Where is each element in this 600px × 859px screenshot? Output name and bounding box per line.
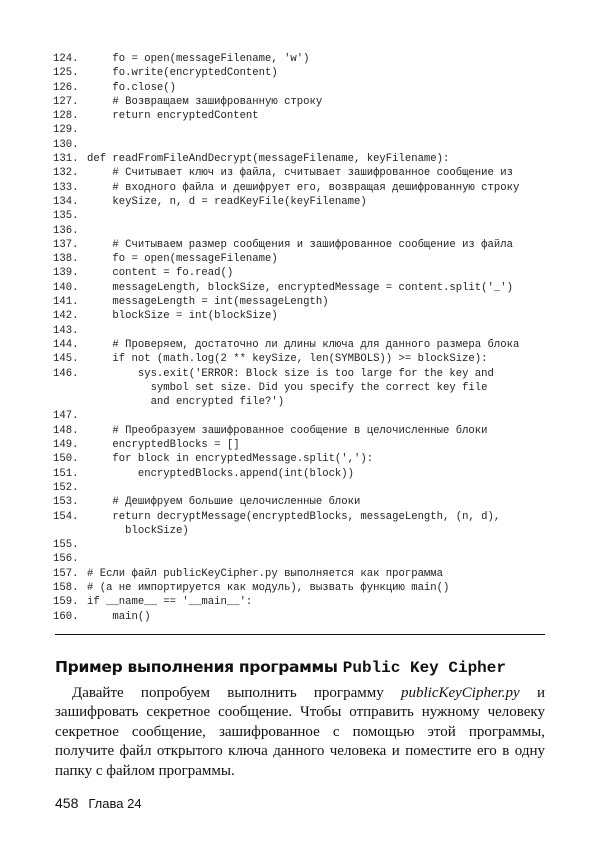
line-source: # Проверяем, достаточно ли длины ключа для данного размера блока [87, 338, 520, 351]
code-line [53, 224, 553, 238]
line-number: 130. [53, 138, 79, 151]
line-source [87, 552, 553, 566]
line-number: 148. [53, 424, 79, 437]
line-source: fo.close() [87, 81, 177, 94]
line-number: 134. [53, 195, 79, 208]
line-number [53, 524, 87, 538]
line-source [87, 538, 553, 552]
code-line [53, 395, 553, 409]
line-number: 129. [53, 124, 79, 137]
line-source: messageLength = int(messageLength) [87, 296, 329, 309]
line-number: 152. [53, 481, 79, 494]
line-source: # Возвращаем зашифрованную строку [87, 95, 323, 108]
code-line [53, 481, 553, 495]
line-source: sys.exit('ERROR: Block size is too large for the key and [87, 367, 494, 380]
code-line [53, 452, 553, 466]
code-line [53, 367, 553, 381]
line-number: 125. [53, 67, 79, 80]
line-number: 127. [53, 95, 79, 108]
line-source: keySize, n, d = readKeyFile(keyFilename) [87, 195, 367, 208]
line-number: 147. [53, 410, 79, 423]
line-source: blockSize) [87, 524, 189, 537]
code-line [53, 181, 553, 195]
section-heading-text: Пример выполнения программы [55, 658, 343, 676]
code-line [53, 252, 553, 266]
line-number: 155. [53, 539, 79, 552]
listing-end-rule [55, 634, 545, 635]
code-line [53, 610, 553, 624]
line-source: # Дешифруем большие целочисленные блоки [87, 496, 361, 509]
line-number: 124. [53, 53, 79, 65]
code-line [53, 581, 553, 595]
section-heading-code: Public Key Cipher [342, 659, 506, 677]
line-source: content = fo.read() [87, 267, 234, 280]
code-line [53, 352, 553, 366]
line-source: encryptedBlocks.append(int(block)) [87, 467, 355, 480]
line-source [87, 224, 553, 238]
line-number: 126. [53, 81, 79, 94]
line-source: encryptedBlocks = [] [87, 439, 240, 452]
code-line [53, 123, 553, 137]
line-number: 145. [53, 353, 79, 366]
line-source: if __name__ == '__main__': [87, 596, 253, 609]
line-number: 139. [53, 267, 79, 280]
code-line [53, 495, 553, 509]
line-source: return encryptedContent [87, 110, 259, 123]
line-number: 128. [53, 110, 79, 123]
line-number [53, 395, 87, 409]
line-number: 156. [53, 553, 79, 566]
code-line [53, 295, 553, 309]
code-line [53, 266, 553, 280]
page-footer [55, 795, 142, 811]
line-source: main() [87, 610, 151, 623]
code-line [53, 152, 553, 166]
line-source: if not (math.log(2 ** keySize, len(SYMBOLS)) >= blockSize): [87, 353, 488, 366]
line-source [87, 209, 553, 223]
line-number: 154. [53, 510, 79, 523]
line-source [87, 409, 553, 423]
line-number: 140. [53, 281, 79, 294]
code-line [53, 138, 553, 152]
line-source [87, 138, 553, 152]
code-line [53, 338, 553, 352]
line-number: 138. [53, 253, 79, 266]
line-source: and encrypted file?') [87, 396, 285, 409]
code-line [53, 166, 553, 180]
line-number: 137. [53, 238, 79, 251]
line-source: # входного файла и дешифрует его, возвращая дешифрованную строку [87, 181, 520, 194]
code-line [53, 381, 553, 395]
page-number: 458 [55, 795, 79, 811]
code-line [53, 52, 553, 66]
code-line [53, 424, 553, 438]
line-number: 157. [53, 567, 79, 580]
line-number: 132. [53, 167, 79, 180]
line-source [87, 324, 553, 338]
line-source: def readFromFileAndDecrypt(messageFilename, keyFilename): [87, 153, 450, 166]
code-line [53, 567, 553, 581]
line-number: 141. [53, 296, 79, 309]
line-source: # (а не импортируется как модуль), вызвать функцию main() [87, 581, 450, 594]
line-number: 159. [53, 596, 79, 609]
line-number [53, 381, 87, 395]
line-number: 146. [53, 367, 79, 380]
line-number: 131. [53, 153, 79, 166]
line-source: # Если файл publicKeyCipher.py выполняется как программа [87, 567, 444, 580]
code-line [53, 81, 553, 95]
code-line [53, 66, 553, 80]
line-source: fo = open(messageFilename) [87, 253, 278, 266]
line-number: 133. [53, 181, 79, 194]
code-line [53, 595, 553, 609]
line-source: fo.write(encryptedContent) [87, 67, 278, 80]
code-line [53, 324, 553, 338]
code-line [53, 195, 553, 209]
line-number: 153. [53, 496, 79, 509]
code-listing [53, 52, 553, 624]
line-source: for block in encryptedMessage.split(','): [87, 453, 374, 466]
code-line [53, 309, 553, 323]
line-number: 160. [53, 610, 79, 623]
code-line [53, 552, 553, 566]
line-number: 143. [53, 324, 79, 337]
section-heading [55, 658, 506, 677]
line-number: 149. [53, 439, 79, 452]
line-number: 150. [53, 453, 79, 466]
line-source: # Считывает ключ из файла, считывает зашифрованное сообщение из [87, 167, 513, 180]
paragraph-part2: и зашифровать секретное сообщение. Чтобы отправить нужному человеку секретное сообщение, зашифрованное с помощью этой программы, получите файл открытого ключа данного человека и поместите его в одну папку с файлом программы. [55, 685, 545, 779]
body-paragraph [55, 684, 545, 781]
line-source: # Преобразуем зашифрованное сообщение в целочисленные блоки [87, 424, 488, 437]
paragraph-part1: Давайте попробуем выполнить программу [72, 685, 401, 701]
line-number: 136. [53, 224, 79, 237]
line-number: 135. [53, 210, 79, 223]
line-source [87, 123, 553, 137]
code-line [53, 109, 553, 123]
line-source: blockSize = int(blockSize) [87, 310, 278, 323]
code-line [53, 467, 553, 481]
code-line [53, 281, 553, 295]
line-number: 151. [53, 467, 79, 480]
code-line [53, 95, 553, 109]
paragraph-filename: publicKeyCipher.py [400, 685, 520, 701]
line-source [87, 481, 553, 495]
line-source: messageLength, blockSize, encryptedMessage = content.split('_') [87, 281, 513, 294]
chapter-label: Глава 24 [88, 796, 142, 811]
line-source: fo = open(messageFilename, 'w') [87, 53, 310, 65]
code-line [53, 209, 553, 223]
line-source: # Считываем размер сообщения и зашифрованное сообщение из файла [87, 238, 513, 251]
line-source: symbol set size. Did you specify the correct key file [87, 381, 488, 394]
code-line [53, 510, 553, 524]
code-line [53, 538, 553, 552]
line-number: 144. [53, 338, 79, 351]
line-number: 142. [53, 310, 79, 323]
code-line [53, 409, 553, 423]
code-line [53, 238, 553, 252]
line-number: 158. [53, 581, 79, 594]
line-source: return decryptMessage(encryptedBlocks, messageLength, (n, d), [87, 510, 501, 523]
code-line [53, 524, 553, 538]
code-line [53, 438, 553, 452]
